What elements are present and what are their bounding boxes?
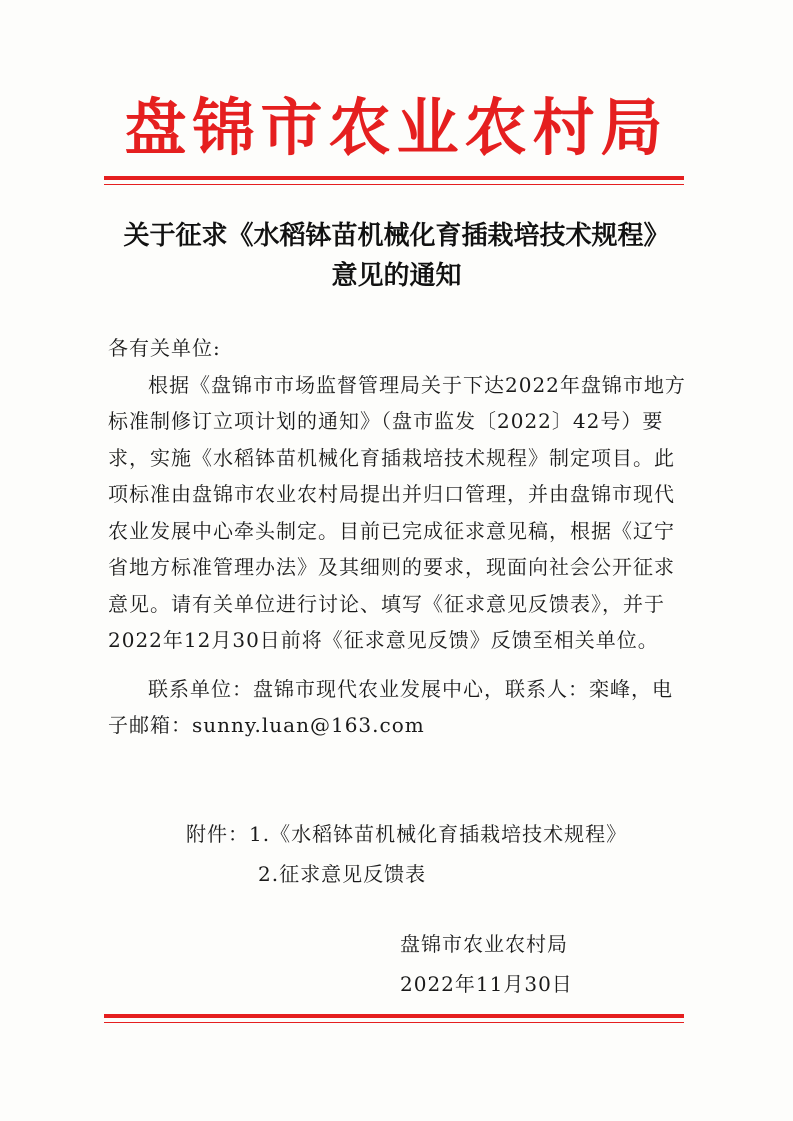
attachments-block <box>186 814 627 894</box>
attachment-item: 1.《水稻钵苗机械化育插栽培技术规程》 <box>249 822 628 846</box>
document-title-line2: 意见的通知 <box>331 261 462 291</box>
red-rule-thin <box>104 1022 684 1023</box>
document-title <box>60 216 733 296</box>
salutation: 各有关单位: <box>108 336 221 360</box>
signature-org: 盘锦市农业农村局 <box>400 932 568 956</box>
contact-paragraph: 联系单位：盘锦市现代农业发展中心，联系人：栾峰，电子邮箱：sunny.luan@163.com <box>108 676 673 737</box>
document-body <box>108 330 688 744</box>
red-rule-thick <box>104 1014 684 1018</box>
red-footer-rule <box>104 1014 684 1023</box>
body-paragraph: 根据《盘锦市市场监督管理局关于下达2022年盘锦市地方标准制修订立项计划的通知》（盘市监发〔2022〕42号）要求，实施《水稻钵苗机械化育插栽培技术规程》制定项目。此项标准由盘锦市农业农村局提出并归口管理，并由盘锦市现代农业发展中心牵头制定。目前已完成征求意见稿，根据《辽宁省地方标准管理办法》及其细则的要求，现面向社会公开征求意见。请有关单位进行讨论、填写《征求意见反馈表》，并于2022年12月30日前将《征求意见反馈》反馈至相关单位。 <box>108 372 686 652</box>
signature-block <box>400 924 573 1004</box>
red-rule-thick <box>104 176 684 180</box>
red-rule-thin <box>104 184 684 185</box>
attachment-item: 2.征求意见反馈表 <box>258 862 427 886</box>
attachments-label: 附件： <box>186 822 249 846</box>
attachment-row-1 <box>186 814 627 854</box>
attachment-row-2 <box>186 854 627 894</box>
document-title-line1: 关于征求《水稻钵苗机械化育插栽培技术规程》 <box>123 221 670 251</box>
masthead-title: 盘锦市农业农村局 <box>124 91 669 164</box>
signature-date: 2022年11月30日 <box>400 972 573 996</box>
red-header-rule <box>104 176 684 185</box>
